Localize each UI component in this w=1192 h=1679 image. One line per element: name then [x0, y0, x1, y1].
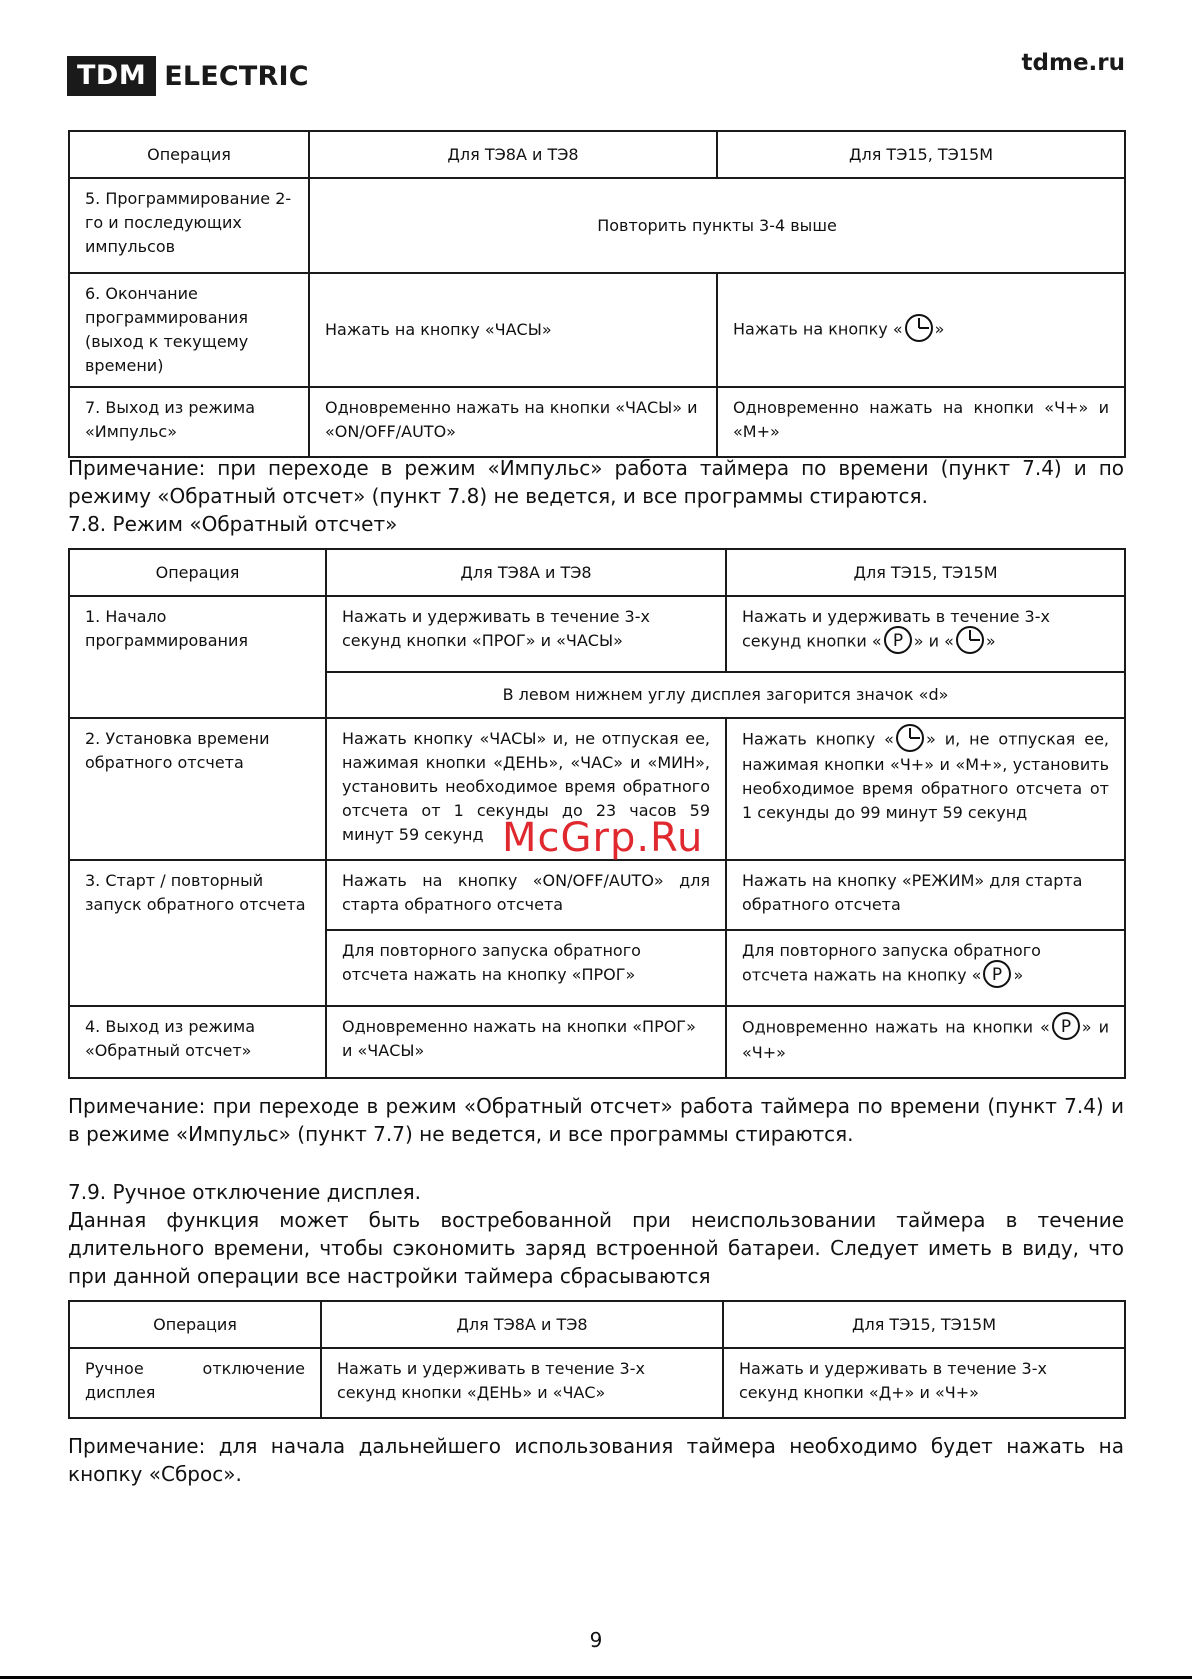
te15-cell: Одновременно нажать на кнопки «Ч+» и «М+»: [717, 387, 1125, 457]
p-button-icon: [883, 625, 913, 655]
cell-text: » и «Ч+»: [742, 1017, 1109, 1062]
both-models-cell: В левом нижнем углу дисплея загорится значок «d»: [326, 672, 1125, 718]
cell-text: Одновременно нажать на кнопки «: [742, 1017, 1050, 1037]
table-row: [69, 860, 1125, 930]
header-te15: Для ТЭ15, ТЭ15М: [717, 131, 1125, 178]
section-7-9-title: 7.9. Ручное отключение дисплея.: [68, 1180, 422, 1204]
table-row: [69, 596, 1125, 672]
operation-cell: 3. Старт / повторный запуск обратного отсчета: [69, 860, 326, 1006]
operation-cell: 7. Выход из режима «Импульс»: [69, 387, 309, 457]
cell-text: »: [1013, 965, 1024, 985]
cell-text: Для повторного запуска обратного отсчета нажать на кнопку «: [742, 941, 1041, 985]
clock-icon: [955, 625, 985, 655]
te8-cell: Нажать на кнопку «ON/OFF/AUTO» для старта обратного отсчета: [326, 860, 726, 930]
section-7-8-title: 7.8. Режим «Обратный отсчет»: [68, 512, 398, 536]
te8-cell: Для повторного запуска обратного отсчета нажать на кнопку «ПРОГ»: [326, 930, 726, 1006]
operation-cell: 2. Установка времени обратного отсчета: [69, 718, 326, 860]
te15-cell: Нажать на кнопку «РЕЖИМ» для старта обратного отсчета: [726, 860, 1125, 930]
svg-text:P: P: [992, 965, 1003, 985]
operation-cell: Ручное отключение дисплея: [69, 1348, 321, 1418]
te8-cell: Одновременно нажать на кнопки «ЧАСЫ» и «ON/OFF/AUTO»: [309, 387, 717, 457]
operation-cell: 4. Выход из режима «Обратный отсчет»: [69, 1006, 326, 1078]
clock-icon: [895, 723, 925, 753]
note-impulse: Примечание: при переходе в режим «Импульс» работа таймера по времени (пункт 7.4) и по режиму «Обратный отсчет» (пункт 7.8) не ведется, и все программы стираются.: [68, 456, 1124, 508]
impulse-mode-table: [68, 130, 1126, 458]
te8-cell: Нажать на кнопку «ЧАСЫ»: [309, 273, 717, 387]
note-countdown: Примечание: при переходе в режим «Обратный отсчет» работа таймера по времени (пункт 7.4) и в режиме «Импульс» (пункт 7.7) не ведется, и все программы стираются.: [68, 1094, 1124, 1146]
te15-cell: [717, 273, 1125, 387]
cell-text: Нажать и удерживать в течение 3-х секунд кнопки «: [742, 607, 1050, 651]
cell-text: Нажать на кнопку «: [733, 319, 903, 339]
table-header-row: [69, 131, 1125, 178]
cell-text: » и «: [913, 631, 954, 651]
header-operation: Операция: [69, 1301, 321, 1348]
page-number: 9: [589, 1628, 603, 1652]
both-models-cell: Повторить пункты 3-4 выше: [309, 178, 1125, 273]
header-te8: Для ТЭ8А и ТЭ8: [321, 1301, 723, 1348]
table-row: [69, 1348, 1125, 1418]
te8-cell: Нажать кнопку «ЧАСЫ» и, не отпуская ее, нажимая кнопки «ДЕНЬ», «ЧАС» и «МИН», установить необходимое время обратного отсчета от 1 секунды до 23 часов 59 минут 59 секунд: [326, 718, 726, 860]
header-te15: Для ТЭ15, ТЭ15М: [723, 1301, 1125, 1348]
site-url[interactable]: tdme.ru: [1021, 50, 1125, 76]
svg-text:P: P: [1060, 1017, 1071, 1037]
note-display-off: Примечание: для начала дальнейшего использования таймера необходимо будет нажать на кнопку «Сброс».: [68, 1434, 1124, 1486]
te8-cell: Нажать и удерживать в течение 3-х секунд кнопки «ДЕНЬ» и «ЧАС»: [321, 1348, 723, 1418]
p-button-icon: [982, 959, 1012, 989]
p-button-icon: [1051, 1011, 1081, 1041]
countdown-mode-table: [68, 548, 1126, 1079]
table-header-row: [69, 1301, 1125, 1348]
te15-cell: [726, 1006, 1125, 1078]
te15-cell: [726, 596, 1125, 672]
te15-cell: [726, 930, 1125, 1006]
te15-cell: Нажать и удерживать в течение 3-х секунд кнопки «Д+» и «Ч+»: [723, 1348, 1125, 1418]
section-7-9-text: Данная функция может быть востребованной при неиспользовании таймера в течение длительного времени, чтобы сэкономить заряд встроенной батареи. Следует иметь в виду, что при данной операции все настройки таймера сбрасываются: [68, 1208, 1124, 1288]
cell-text: » и, не отпуская ее, нажимая кнопки «Ч+» и «М+», установить необходимое время обратного отсчета от 1 секунды до 99 минут 59 секунд: [742, 729, 1110, 822]
operation-cell: 6. Окончание программирования (выход к текущему времени): [69, 273, 309, 387]
header-operation: Операция: [69, 549, 326, 596]
table-row: [69, 273, 1125, 387]
cell-text: Нажать кнопку «: [742, 729, 894, 749]
table-row: [69, 1006, 1125, 1078]
logo-tdm-text: TDM: [67, 56, 156, 96]
table-row: [69, 387, 1125, 457]
header-operation: Операция: [69, 131, 309, 178]
logo-electric-text: ELECTRIC: [164, 60, 309, 92]
te8-cell: Одновременно нажать на кнопки «ПРОГ» и «ЧАСЫ»: [326, 1006, 726, 1078]
header-te15: Для ТЭ15, ТЭ15М: [726, 549, 1125, 596]
te8-cell: Нажать и удерживать в течение 3-х секунд кнопки «ПРОГ» и «ЧАСЫ»: [326, 596, 726, 672]
watermark: McGrp.Ru: [502, 815, 704, 861]
operation-cell: 5. Программирование 2-го и последующих импульсов: [69, 178, 309, 273]
display-off-table: [68, 1300, 1126, 1419]
operation-cell: 1. Начало программирования: [69, 596, 326, 718]
header-te8: Для ТЭ8А и ТЭ8: [309, 131, 717, 178]
te15-cell: [726, 718, 1125, 860]
header-te8: Для ТЭ8А и ТЭ8: [326, 549, 726, 596]
clock-icon: [904, 313, 934, 343]
cell-text: »: [985, 631, 996, 651]
table-row: [69, 178, 1125, 273]
cell-text: »: [934, 319, 945, 339]
svg-text:P: P: [892, 631, 903, 651]
tdm-electric-logo: [67, 56, 309, 96]
table-header-row: [69, 549, 1125, 596]
